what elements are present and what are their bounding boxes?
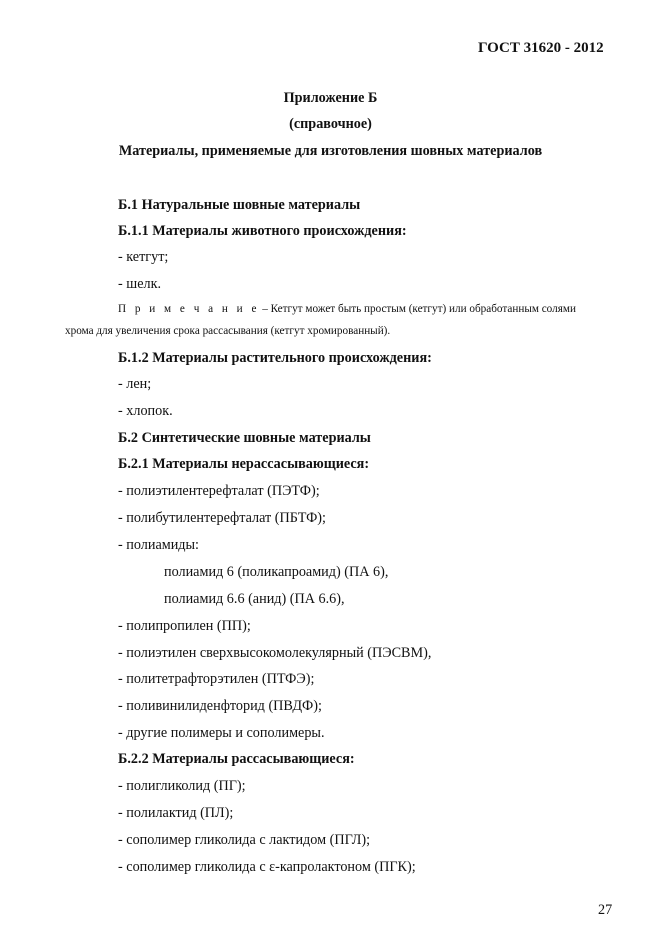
- list-item: - шелк.: [118, 276, 162, 292]
- list-item: - политетрафторэтилен (ПТФЭ);: [118, 671, 315, 687]
- list-item: - лен;: [118, 376, 152, 392]
- list-item: - полиэтилен сверхвысокомолекулярный (ПЭСВМ),: [118, 645, 432, 661]
- note-line-1: [118, 302, 576, 317]
- list-item: - другие полимеры и сополимеры.: [118, 725, 325, 741]
- section-b2-title: Б.2 Синтетические шовные материалы: [118, 430, 371, 446]
- annex-heading: Материалы, применяемые для изготовления шовных материалов: [118, 143, 543, 159]
- note-text: – Кетгут может быть простым (кетгут) или обработанным солями: [259, 303, 576, 315]
- annex-title: Приложение Б: [283, 90, 378, 106]
- list-item: - полилактид (ПЛ);: [118, 805, 234, 821]
- section-b21-title: Б.2.1 Материалы нерассасывающиеся:: [118, 456, 370, 472]
- section-b12-title: Б.1.2 Материалы растительного происхождения:: [118, 350, 432, 366]
- standard-number: ГОСТ 31620 - 2012: [478, 40, 604, 56]
- note-label: П р и м е ч а н и е: [118, 303, 260, 315]
- list-item: - полибутилентерефталат (ПБТФ);: [118, 510, 326, 526]
- note-line-2: хрома для увеличения срока рассасывания (кетгут хромированный).: [65, 325, 391, 337]
- list-item: - сополимер гликолида с ε-капролактоном (ПГК);: [118, 859, 416, 875]
- list-item: - полиэтилентерефталат (ПЭТФ);: [118, 483, 320, 499]
- list-item: - поливинилиденфторид (ПВДФ);: [118, 698, 322, 714]
- list-item: - кетгут;: [118, 249, 169, 265]
- list-item: - хлопок.: [118, 403, 173, 419]
- section-b1-title: Б.1 Натуральные шовные материалы: [118, 197, 361, 213]
- sub-list-item: полиамид 6.6 (анид) (ПА 6.6),: [164, 591, 345, 607]
- section-b22-title: Б.2.2 Материалы рассасывающиеся:: [118, 751, 355, 767]
- page-number: 27: [598, 902, 613, 918]
- section-b11-title: Б.1.1 Материалы животного происхождения:: [118, 223, 407, 239]
- list-item: - полиамиды:: [118, 537, 200, 553]
- list-item: - сополимер гликолида с лактидом (ПГЛ);: [118, 832, 371, 848]
- annex-kind: (справочное): [289, 116, 372, 132]
- list-item: - полипропилен (ПП);: [118, 618, 251, 634]
- sub-list-item: полиамид 6 (поликапроамид) (ПА 6),: [164, 564, 389, 580]
- list-item: - полигликолид (ПГ);: [118, 778, 246, 794]
